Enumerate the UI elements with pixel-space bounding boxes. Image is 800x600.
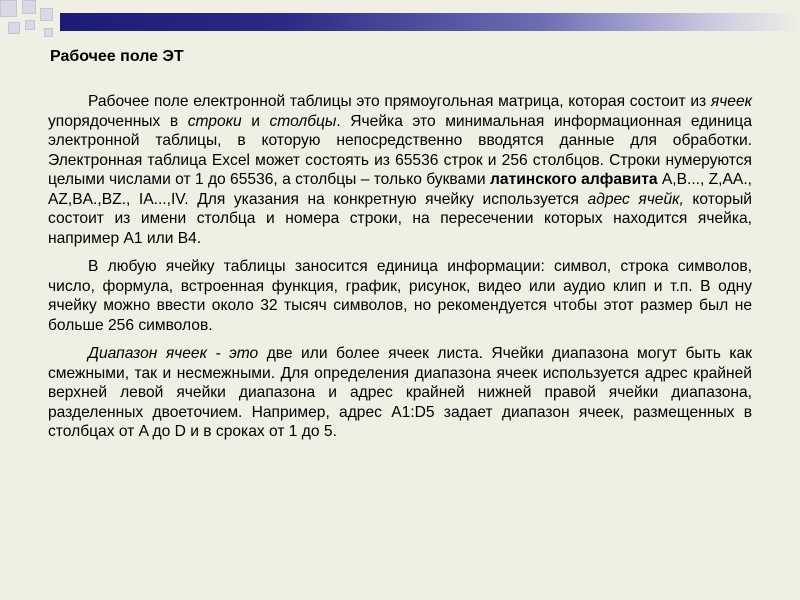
term-columns: столбцы bbox=[269, 112, 337, 130]
text-run: Рабочее поле електронной таблицы это прямоугольная матрица, которая состоит из bbox=[88, 93, 711, 110]
decor-square bbox=[0, 0, 17, 17]
text-run: . Ячейка это минимальная информационная единица электронной таблицы, в которую непосредственно вводятся данные для обработки. Электронная таблица Excel может состоять из 65536 строк и 256 столбцов. Строки нумеруются целыми числами от 1 до 65536, а столбцы – только буквами bbox=[48, 112, 752, 188]
term-latin-alphabet: латинского алфавита bbox=[489, 171, 658, 188]
paragraph-worksheet bbox=[48, 92, 752, 248]
header-decoration bbox=[0, 0, 800, 38]
text-run: который состоит из имени столбца и номера строки, на пересечении которых находится ячейка, например A1 или B4. bbox=[48, 190, 752, 247]
paragraph-range bbox=[48, 344, 752, 442]
decor-square bbox=[8, 22, 20, 34]
decor-square bbox=[40, 8, 53, 21]
text-run: упорядоченных в bbox=[48, 112, 188, 130]
decor-square bbox=[44, 28, 53, 37]
text-run: A,B..., Z,AA., AZ,BA.,BZ., IA...,IV. Для указания на конкретную ячейку используется bbox=[48, 171, 752, 208]
term-cell-range: Диапазон ячеек - это bbox=[88, 345, 259, 362]
text-run: две или более ячеек листа. Ячейки диапазона могут быть как смежными, так и несмежными. Для определения диапазона ячеек используется адрес крайней верхней левой ячейки диапазона и адрес крайней нижней правой ячейки диапазона, разделенных двоеточием. Например, адрес A1:D5 задает диапазон ячеек, размещенных в столбцах от A до D и в сроках от 1 до 5. bbox=[48, 345, 752, 440]
slide-body bbox=[48, 92, 752, 442]
slide-title: Рабочее поле ЭТ bbox=[50, 48, 184, 65]
decor-square bbox=[22, 0, 36, 14]
term-cell-address: адрес ячейк, bbox=[587, 190, 684, 208]
header-gradient-bar bbox=[60, 13, 800, 31]
paragraph-cell-content: В любую ячейку таблицы заносится единица информации: символ, строка символов, число, формула, встроенная функция, график, рисунок, видео или аудио клип и т.п. В одну ячейку можно ввести около 32 тысяч символов, но рекомендуется чтобы этот размер был не больше 256 символов. bbox=[48, 258, 752, 334]
text-run: и bbox=[241, 112, 270, 130]
term-cells: ячеек bbox=[710, 93, 752, 110]
term-rows: строки bbox=[187, 112, 242, 130]
decor-square bbox=[25, 20, 35, 30]
